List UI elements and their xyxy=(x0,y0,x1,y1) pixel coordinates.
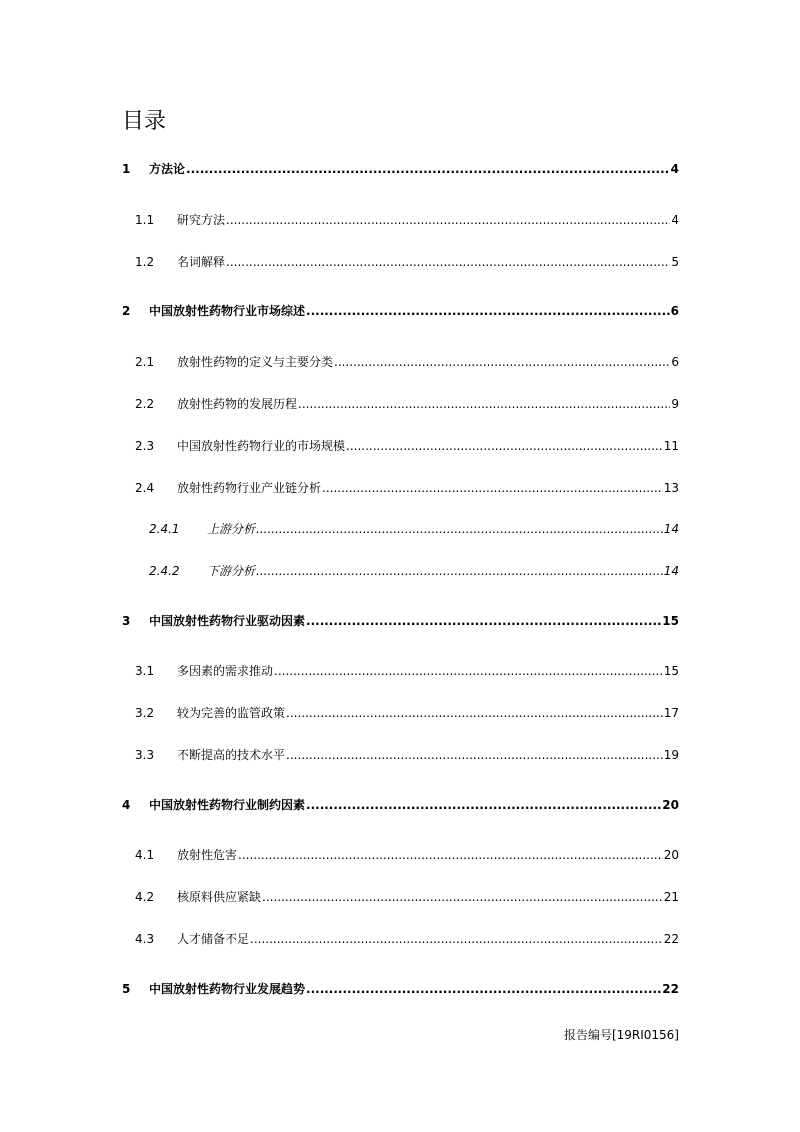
toc-entry-1[interactable] xyxy=(122,160,679,178)
toc-entry-page: 15 xyxy=(663,664,679,678)
toc-entry-page: 20 xyxy=(663,848,679,862)
toc-entry-page: 20 xyxy=(662,798,679,812)
toc-entry-2-4-1[interactable] xyxy=(149,520,679,538)
toc-entry-number: 1 xyxy=(122,162,131,176)
toc-entry-3-1[interactable] xyxy=(135,662,679,680)
report-number: 报告编号[19RI0156] xyxy=(563,1028,679,1042)
toc-dot-leader xyxy=(262,888,663,906)
toc-dot-leader xyxy=(322,479,663,497)
toc-entry-2-1[interactable] xyxy=(135,353,679,371)
toc-entry-number: 3.3 xyxy=(135,748,155,762)
toc-entry-label: 上游分析 xyxy=(207,522,256,536)
toc-entry-number: 2.4 xyxy=(135,481,155,495)
toc-dot-leader xyxy=(274,662,663,680)
toc-entry-label: 多因素的需求推动 xyxy=(177,664,274,678)
toc-entry-page: 4 xyxy=(670,162,679,176)
toc-entry-number: 2.4.2 xyxy=(149,564,180,578)
toc-entry-number: 4 xyxy=(122,798,131,812)
toc-entry-page: 9 xyxy=(671,397,679,411)
toc-entry-label: 放射性药物的发展历程 xyxy=(177,397,298,411)
toc-dot-leader xyxy=(186,160,670,178)
toc-dot-leader xyxy=(306,612,661,630)
toc-dot-leader xyxy=(226,253,670,271)
toc-entry-2-4[interactable] xyxy=(135,479,679,497)
toc-entry-label: 中国放射性药物行业制约因素 xyxy=(149,798,306,812)
toc-entry-number: 2.2 xyxy=(135,397,155,411)
toc-entry-4-2[interactable] xyxy=(135,888,679,906)
toc-entry-label: 核原料供应紧缺 xyxy=(177,890,262,904)
toc-dot-leader xyxy=(306,980,661,998)
toc-entry-page: 14 xyxy=(663,564,679,578)
toc-entry-label: 中国放射性药物行业的市场规模 xyxy=(177,439,346,453)
toc-entry-page: 22 xyxy=(663,932,679,946)
toc-entry-4-3[interactable] xyxy=(135,930,679,948)
toc-entry-page: 6 xyxy=(670,304,679,318)
toc-entry-label: 中国放射性药物行业市场综述 xyxy=(149,304,306,318)
toc-entry-label: 放射性药物的定义与主要分类 xyxy=(177,355,334,369)
toc-entry-page: 6 xyxy=(671,355,679,369)
toc-entry-page: 14 xyxy=(663,522,679,536)
toc-entry-page: 21 xyxy=(663,890,679,904)
toc-entry-number: 2.4.1 xyxy=(149,522,180,536)
toc-entry-label: 下游分析 xyxy=(207,564,256,578)
toc-entry-4-1[interactable] xyxy=(135,846,679,864)
toc-dot-leader xyxy=(306,302,670,320)
toc-entry-number: 4.1 xyxy=(135,848,155,862)
toc-dot-leader xyxy=(298,395,670,413)
toc-entry-number: 2.1 xyxy=(135,355,155,369)
toc-entry-number: 2.3 xyxy=(135,439,155,453)
toc-entry-number: 5 xyxy=(122,982,131,996)
toc-entry-page: 13 xyxy=(663,481,679,495)
toc-entry-4[interactable] xyxy=(122,796,679,814)
toc-dot-leader xyxy=(286,746,663,764)
toc-entry-label: 中国放射性药物行业驱动因素 xyxy=(149,614,306,628)
toc-entry-label: 中国放射性药物行业发展趋势 xyxy=(149,982,306,996)
toc-entry-number: 3.2 xyxy=(135,706,155,720)
toc-entry-label: 人才储备不足 xyxy=(177,932,250,946)
toc-dot-leader xyxy=(256,562,663,580)
toc-entry-label: 较为完善的监管政策 xyxy=(177,706,286,720)
toc-entry-2-2[interactable] xyxy=(135,395,679,413)
toc-dot-leader xyxy=(306,796,661,814)
toc-entry-page: 4 xyxy=(671,213,679,227)
toc-entry-label: 放射性危害 xyxy=(177,848,238,862)
toc-entry-number: 3 xyxy=(122,614,131,628)
toc-entry-page: 22 xyxy=(662,982,679,996)
toc-entry-1-2[interactable] xyxy=(135,253,679,271)
toc-entry-2-3[interactable] xyxy=(135,437,679,455)
toc-entry-label: 方法论 xyxy=(149,162,186,176)
toc-dot-leader xyxy=(238,846,663,864)
toc-entry-page: 15 xyxy=(662,614,679,628)
toc-entry-number: 4.2 xyxy=(135,890,155,904)
toc-entry-page: 11 xyxy=(663,439,679,453)
toc-dot-leader xyxy=(256,520,663,538)
toc-entry-number: 2 xyxy=(122,304,131,318)
toc-dot-leader xyxy=(346,437,663,455)
toc-entry-2-4-2[interactable] xyxy=(149,562,679,580)
toc-entry-page: 5 xyxy=(671,255,679,269)
toc-entry-page: 19 xyxy=(663,748,679,762)
toc-entry-number: 1.1 xyxy=(135,213,155,227)
toc-dot-leader xyxy=(250,930,663,948)
toc-entry-label: 研究方法 xyxy=(177,213,226,227)
toc-dot-leader xyxy=(334,353,670,371)
toc-entry-number: 1.2 xyxy=(135,255,155,269)
toc-entry-number: 4.3 xyxy=(135,932,155,946)
toc-entry-label: 不断提高的技术水平 xyxy=(177,748,286,762)
toc-entry-3[interactable] xyxy=(122,612,679,630)
toc-dot-leader xyxy=(286,704,663,722)
toc-entry-label: 放射性药物行业产业链分析 xyxy=(177,481,322,495)
toc-entry-5[interactable] xyxy=(122,980,679,998)
toc-entry-1-1[interactable] xyxy=(135,211,679,229)
toc-entry-2[interactable] xyxy=(122,302,679,320)
toc-title: 目录 xyxy=(122,109,167,134)
toc-entry-page: 17 xyxy=(663,706,679,720)
toc-entry-number: 3.1 xyxy=(135,664,155,678)
toc-entry-3-3[interactable] xyxy=(135,746,679,764)
toc-entry-label: 名词解释 xyxy=(177,255,226,269)
toc-entry-3-2[interactable] xyxy=(135,704,679,722)
toc-dot-leader xyxy=(226,211,670,229)
